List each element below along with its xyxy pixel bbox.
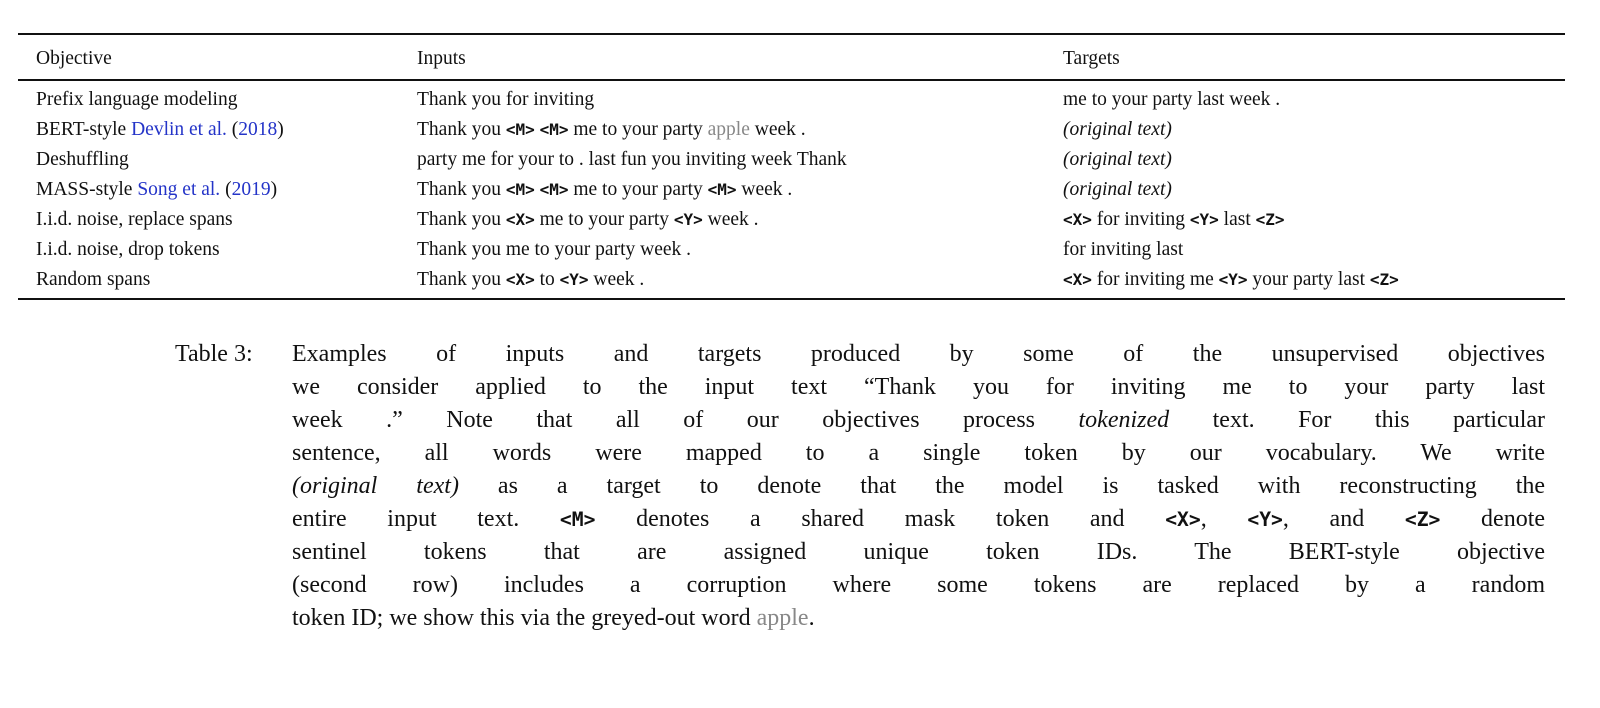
token-code: <Y> bbox=[1218, 269, 1248, 289]
italic-text: (original text) bbox=[1063, 148, 1172, 170]
token-code: <X> bbox=[1165, 508, 1201, 531]
caption-line bbox=[292, 602, 1545, 635]
caption-line bbox=[292, 437, 1545, 470]
text-segment: week . bbox=[736, 178, 793, 200]
text-segment: Thank you for inviting bbox=[417, 88, 595, 110]
token-code: <X> bbox=[1063, 209, 1092, 229]
objective-cell bbox=[36, 265, 150, 295]
caption-line bbox=[292, 503, 1545, 536]
table-body bbox=[18, 81, 1565, 298]
inputs-cell bbox=[417, 85, 594, 115]
text-segment: , bbox=[1200, 506, 1248, 532]
text-segment: me to your party bbox=[568, 118, 708, 140]
text-segment: week . bbox=[702, 208, 759, 230]
citation-link[interactable]: 2018 bbox=[238, 118, 278, 140]
targets-cell bbox=[1063, 175, 1172, 205]
caption-line bbox=[292, 371, 1545, 404]
text-segment: BERT-style bbox=[36, 118, 132, 140]
text-segment: your party last bbox=[1247, 268, 1370, 290]
text-segment: Thank you bbox=[417, 208, 506, 230]
token-code: <X> bbox=[1063, 269, 1092, 289]
token-code: <Y> bbox=[1247, 508, 1283, 531]
token-code: <Z> bbox=[1404, 508, 1441, 531]
inputs-cell bbox=[417, 115, 806, 145]
text-segment: for inviting me bbox=[1091, 268, 1219, 290]
text-segment: ) bbox=[270, 178, 278, 200]
text-segment: for inviting bbox=[1091, 208, 1190, 230]
table-row bbox=[18, 175, 1565, 205]
objectives-table bbox=[18, 33, 1565, 300]
text-segment: ) bbox=[277, 118, 284, 140]
text-segment: . bbox=[808, 605, 815, 631]
citation-link[interactable]: Devlin et al. bbox=[131, 118, 227, 140]
text-segment: Examples of inputs and targets produced by some of the unsupervised objectives bbox=[292, 341, 1545, 367]
text-segment: denote bbox=[1440, 506, 1546, 532]
targets-cell bbox=[1063, 205, 1285, 235]
targets-cell bbox=[1063, 115, 1172, 145]
text-segment: denotes a shared mask token and bbox=[595, 506, 1166, 532]
text-segment: week . bbox=[588, 268, 645, 290]
italic-text: (original text) bbox=[1063, 178, 1172, 200]
text-segment: text. For this particular bbox=[1169, 407, 1546, 433]
text-segment: Thank you bbox=[417, 178, 506, 200]
objective-cell bbox=[36, 145, 129, 175]
header-objective: Objective bbox=[36, 48, 112, 69]
inputs-cell bbox=[417, 145, 847, 175]
token-code: <M> bbox=[707, 179, 737, 199]
targets-cell bbox=[1063, 145, 1172, 175]
token-code: <Y> bbox=[673, 209, 703, 229]
table-row bbox=[18, 145, 1565, 175]
table-header-row bbox=[18, 35, 1565, 79]
text-segment: I.i.d. noise, replace spans bbox=[36, 208, 233, 230]
caption-line bbox=[292, 338, 1545, 371]
caption-label: Table 3: bbox=[175, 341, 253, 367]
token-code: <M> bbox=[539, 179, 569, 199]
text-segment: ( bbox=[226, 118, 239, 140]
text-segment: MASS-style bbox=[36, 178, 138, 200]
caption-line bbox=[292, 404, 1545, 437]
text-segment: Thank you bbox=[417, 268, 506, 290]
targets-cell bbox=[1063, 265, 1399, 295]
token-code: <X> bbox=[505, 269, 535, 289]
token-code: <M> bbox=[505, 119, 535, 139]
text-segment: last bbox=[1218, 208, 1256, 230]
text-segment: token ID; we show this via the greyed-out word bbox=[292, 605, 757, 631]
caption-line bbox=[292, 536, 1545, 569]
text-segment: me to your party bbox=[568, 178, 708, 200]
header-inputs: Inputs bbox=[417, 48, 466, 69]
text-segment: (second row) includes a corruption where some tokens are replaced by a random bbox=[292, 572, 1545, 598]
token-code: <Y> bbox=[1189, 209, 1219, 229]
text-segment: week .” Note that all of our objectives process bbox=[292, 407, 1079, 433]
inputs-cell bbox=[417, 205, 759, 235]
table-row bbox=[18, 115, 1565, 145]
text-segment: sentence, all words were mapped to a single token by our vocabulary. We write bbox=[292, 440, 1545, 466]
text-segment: ( bbox=[220, 178, 232, 200]
token-code: <Z> bbox=[1369, 269, 1399, 289]
text-segment: sentinel tokens that are assigned unique token IDs. The BERT-style objective bbox=[292, 539, 1545, 565]
caption-line bbox=[292, 470, 1545, 503]
text-segment: week . bbox=[749, 118, 806, 140]
text-segment: Thank you me to your party week . bbox=[417, 238, 692, 260]
text-segment: for inviting last bbox=[1063, 238, 1184, 260]
table-row bbox=[18, 85, 1565, 115]
inputs-cell bbox=[417, 265, 644, 295]
text-segment: entire input text. bbox=[292, 506, 560, 532]
text-segment: Thank you bbox=[417, 118, 506, 140]
bottom-rule bbox=[18, 298, 1565, 300]
objective-cell bbox=[36, 235, 220, 265]
text-segment: to bbox=[534, 268, 560, 290]
targets-cell bbox=[1063, 85, 1280, 115]
text-segment: party me for your to . last fun you inviting week Thank bbox=[417, 148, 847, 170]
objective-cell bbox=[36, 115, 284, 145]
objective-cell bbox=[36, 85, 237, 115]
table-row bbox=[18, 265, 1565, 295]
text-segment: Deshuffling bbox=[36, 148, 129, 170]
greyed-word: apple bbox=[756, 605, 809, 631]
token-code: <Z> bbox=[1255, 209, 1285, 229]
text-segment: Prefix language modeling bbox=[36, 88, 238, 110]
text-segment: , and bbox=[1282, 506, 1405, 532]
targets-cell bbox=[1063, 235, 1183, 265]
text-segment: me to your party last week . bbox=[1063, 88, 1281, 110]
token-code: <Y> bbox=[559, 269, 589, 289]
caption-line bbox=[292, 569, 1545, 602]
italic-text: tokenized bbox=[1078, 407, 1170, 433]
token-code: <M> bbox=[539, 119, 569, 139]
table-row bbox=[18, 205, 1565, 235]
italic-text: (original text) bbox=[292, 473, 459, 499]
token-code: <M> bbox=[505, 179, 535, 199]
text-segment: we consider applied to the input text “Thank you for inviting me to your party last bbox=[292, 374, 1545, 400]
text-segment: as a target to denote that the model is tasked with reconstructing the bbox=[458, 473, 1546, 499]
text-segment: Random spans bbox=[36, 268, 151, 290]
objective-cell bbox=[36, 175, 277, 205]
objective-cell bbox=[36, 205, 233, 235]
token-code: <M> bbox=[559, 508, 596, 531]
text-segment: I.i.d. noise, drop tokens bbox=[36, 238, 220, 260]
italic-text: (original text) bbox=[1063, 118, 1172, 140]
header-targets: Targets bbox=[1063, 48, 1120, 69]
citation-link[interactable]: 2019 bbox=[231, 178, 271, 200]
table-row bbox=[18, 235, 1565, 265]
caption-text bbox=[292, 338, 1545, 635]
inputs-cell bbox=[417, 235, 691, 265]
text-segment: me to your party bbox=[534, 208, 674, 230]
inputs-cell bbox=[417, 175, 792, 205]
citation-link[interactable]: Song et al. bbox=[137, 178, 221, 200]
greyed-word: apple bbox=[707, 118, 750, 140]
token-code: <X> bbox=[505, 209, 535, 229]
